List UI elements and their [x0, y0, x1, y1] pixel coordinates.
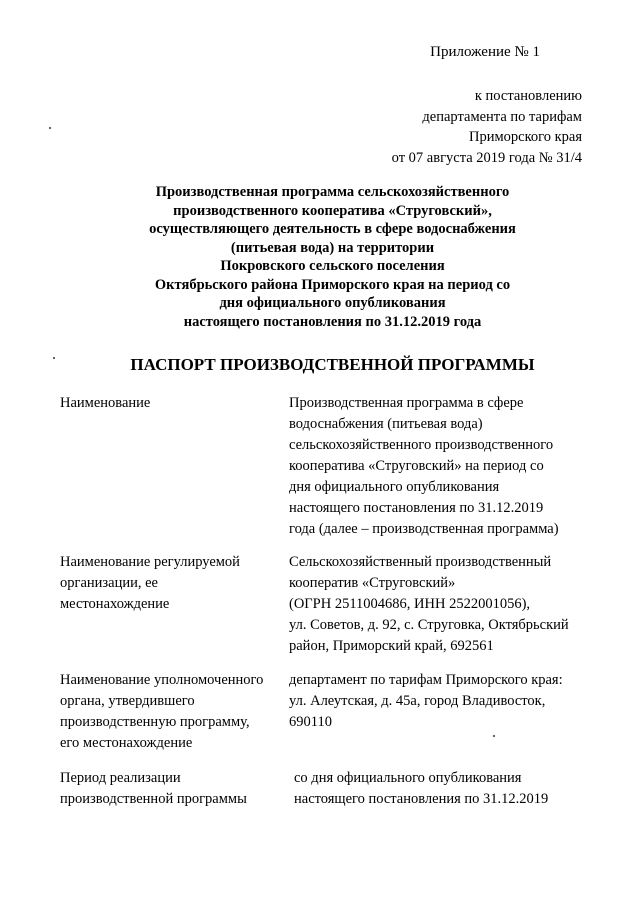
value-line: сельскохозяйственного производственного	[289, 437, 554, 453]
title-line: производственного кооператива «Струговский»,	[173, 202, 492, 219]
title-line: Производственная программа сельскохозяйственного	[155, 184, 510, 200]
title-line: настоящего постановления по 31.12.2019 года	[183, 313, 482, 330]
value-line: департамент по тарифам Приморского края:	[289, 672, 563, 688]
label-line: производственную программу,	[60, 714, 250, 730]
scan-speck	[49, 127, 51, 129]
appendix-block	[330, 86, 582, 168]
value-line: Сельскохозяйственный производственный	[289, 554, 552, 570]
appendix-line: к постановлению	[474, 88, 582, 104]
passport-label	[60, 552, 282, 615]
passport-value	[289, 670, 591, 733]
value-line: район, Приморский край, 692561	[289, 638, 494, 654]
appendix-line: департамента по тарифам	[422, 108, 582, 125]
scan-speck	[53, 357, 55, 359]
value-line: 690110	[289, 714, 332, 730]
label-line: местонахождение	[60, 596, 170, 612]
title-line: (питьевая вода) на территории	[230, 239, 435, 256]
value-line: (ОГРН 2511004686, ИНН 2522001056),	[289, 596, 531, 612]
appendix-line: Приморского края	[468, 129, 582, 145]
passport-label	[60, 393, 282, 414]
title-line: Октябрьского района Приморского края на период со	[154, 276, 511, 293]
passport-value	[289, 393, 591, 540]
label-line: Наименование регулируемой	[60, 554, 240, 570]
title-line: дня официального опубликования	[219, 295, 446, 311]
value-line: ул. Советов, д. 92, с. Струговка, Октябрьский	[289, 617, 569, 633]
value-line: ул. Алеутская, д. 45а, город Владивосток,	[289, 693, 546, 709]
value-line: водоснабжения (питьевая вода)	[289, 416, 483, 432]
title-line: Покровского сельского поселения	[220, 258, 445, 274]
value-line: года (далее – производственная программа)	[289, 521, 559, 537]
value-line: дня официального опубликования	[289, 479, 500, 495]
passport-value	[294, 768, 596, 810]
passport-label	[60, 670, 282, 754]
value-line: со дня официального опубликования	[294, 770, 522, 786]
passport-value	[289, 552, 591, 657]
appendix-line: от 07 августа 2019 года № 31/4	[391, 149, 582, 166]
label-line: производственной программы	[60, 791, 247, 807]
label-line: его местонахождение	[60, 735, 193, 751]
label-line: Наименование уполномоченного	[60, 672, 264, 688]
label-line: Наименование	[60, 395, 151, 411]
passport-label	[60, 768, 282, 810]
value-line: настоящего постановления по 31.12.2019	[289, 500, 544, 516]
value-line: Производственная программа в сфере	[289, 395, 524, 411]
appendix-number-text: Приложение № 1	[430, 44, 540, 60]
value-line: кооператива «Струговский» на период со	[289, 458, 544, 474]
document-title	[95, 183, 570, 331]
label-line: организации, ее	[60, 575, 158, 591]
value-line: настоящего постановления по 31.12.2019	[294, 791, 549, 807]
passport-heading: ПАСПОРТ ПРОИЗВОДСТВЕННОЙ ПРОГРАММЫ	[130, 355, 535, 374]
label-line: органа, утвердившего	[60, 693, 195, 709]
value-line: кооператив «Струговский»	[289, 575, 456, 591]
label-line: Период реализации	[60, 770, 181, 786]
scan-speck	[493, 735, 495, 737]
title-line: осуществляющего деятельность в сфере водоснабжения	[149, 221, 516, 237]
